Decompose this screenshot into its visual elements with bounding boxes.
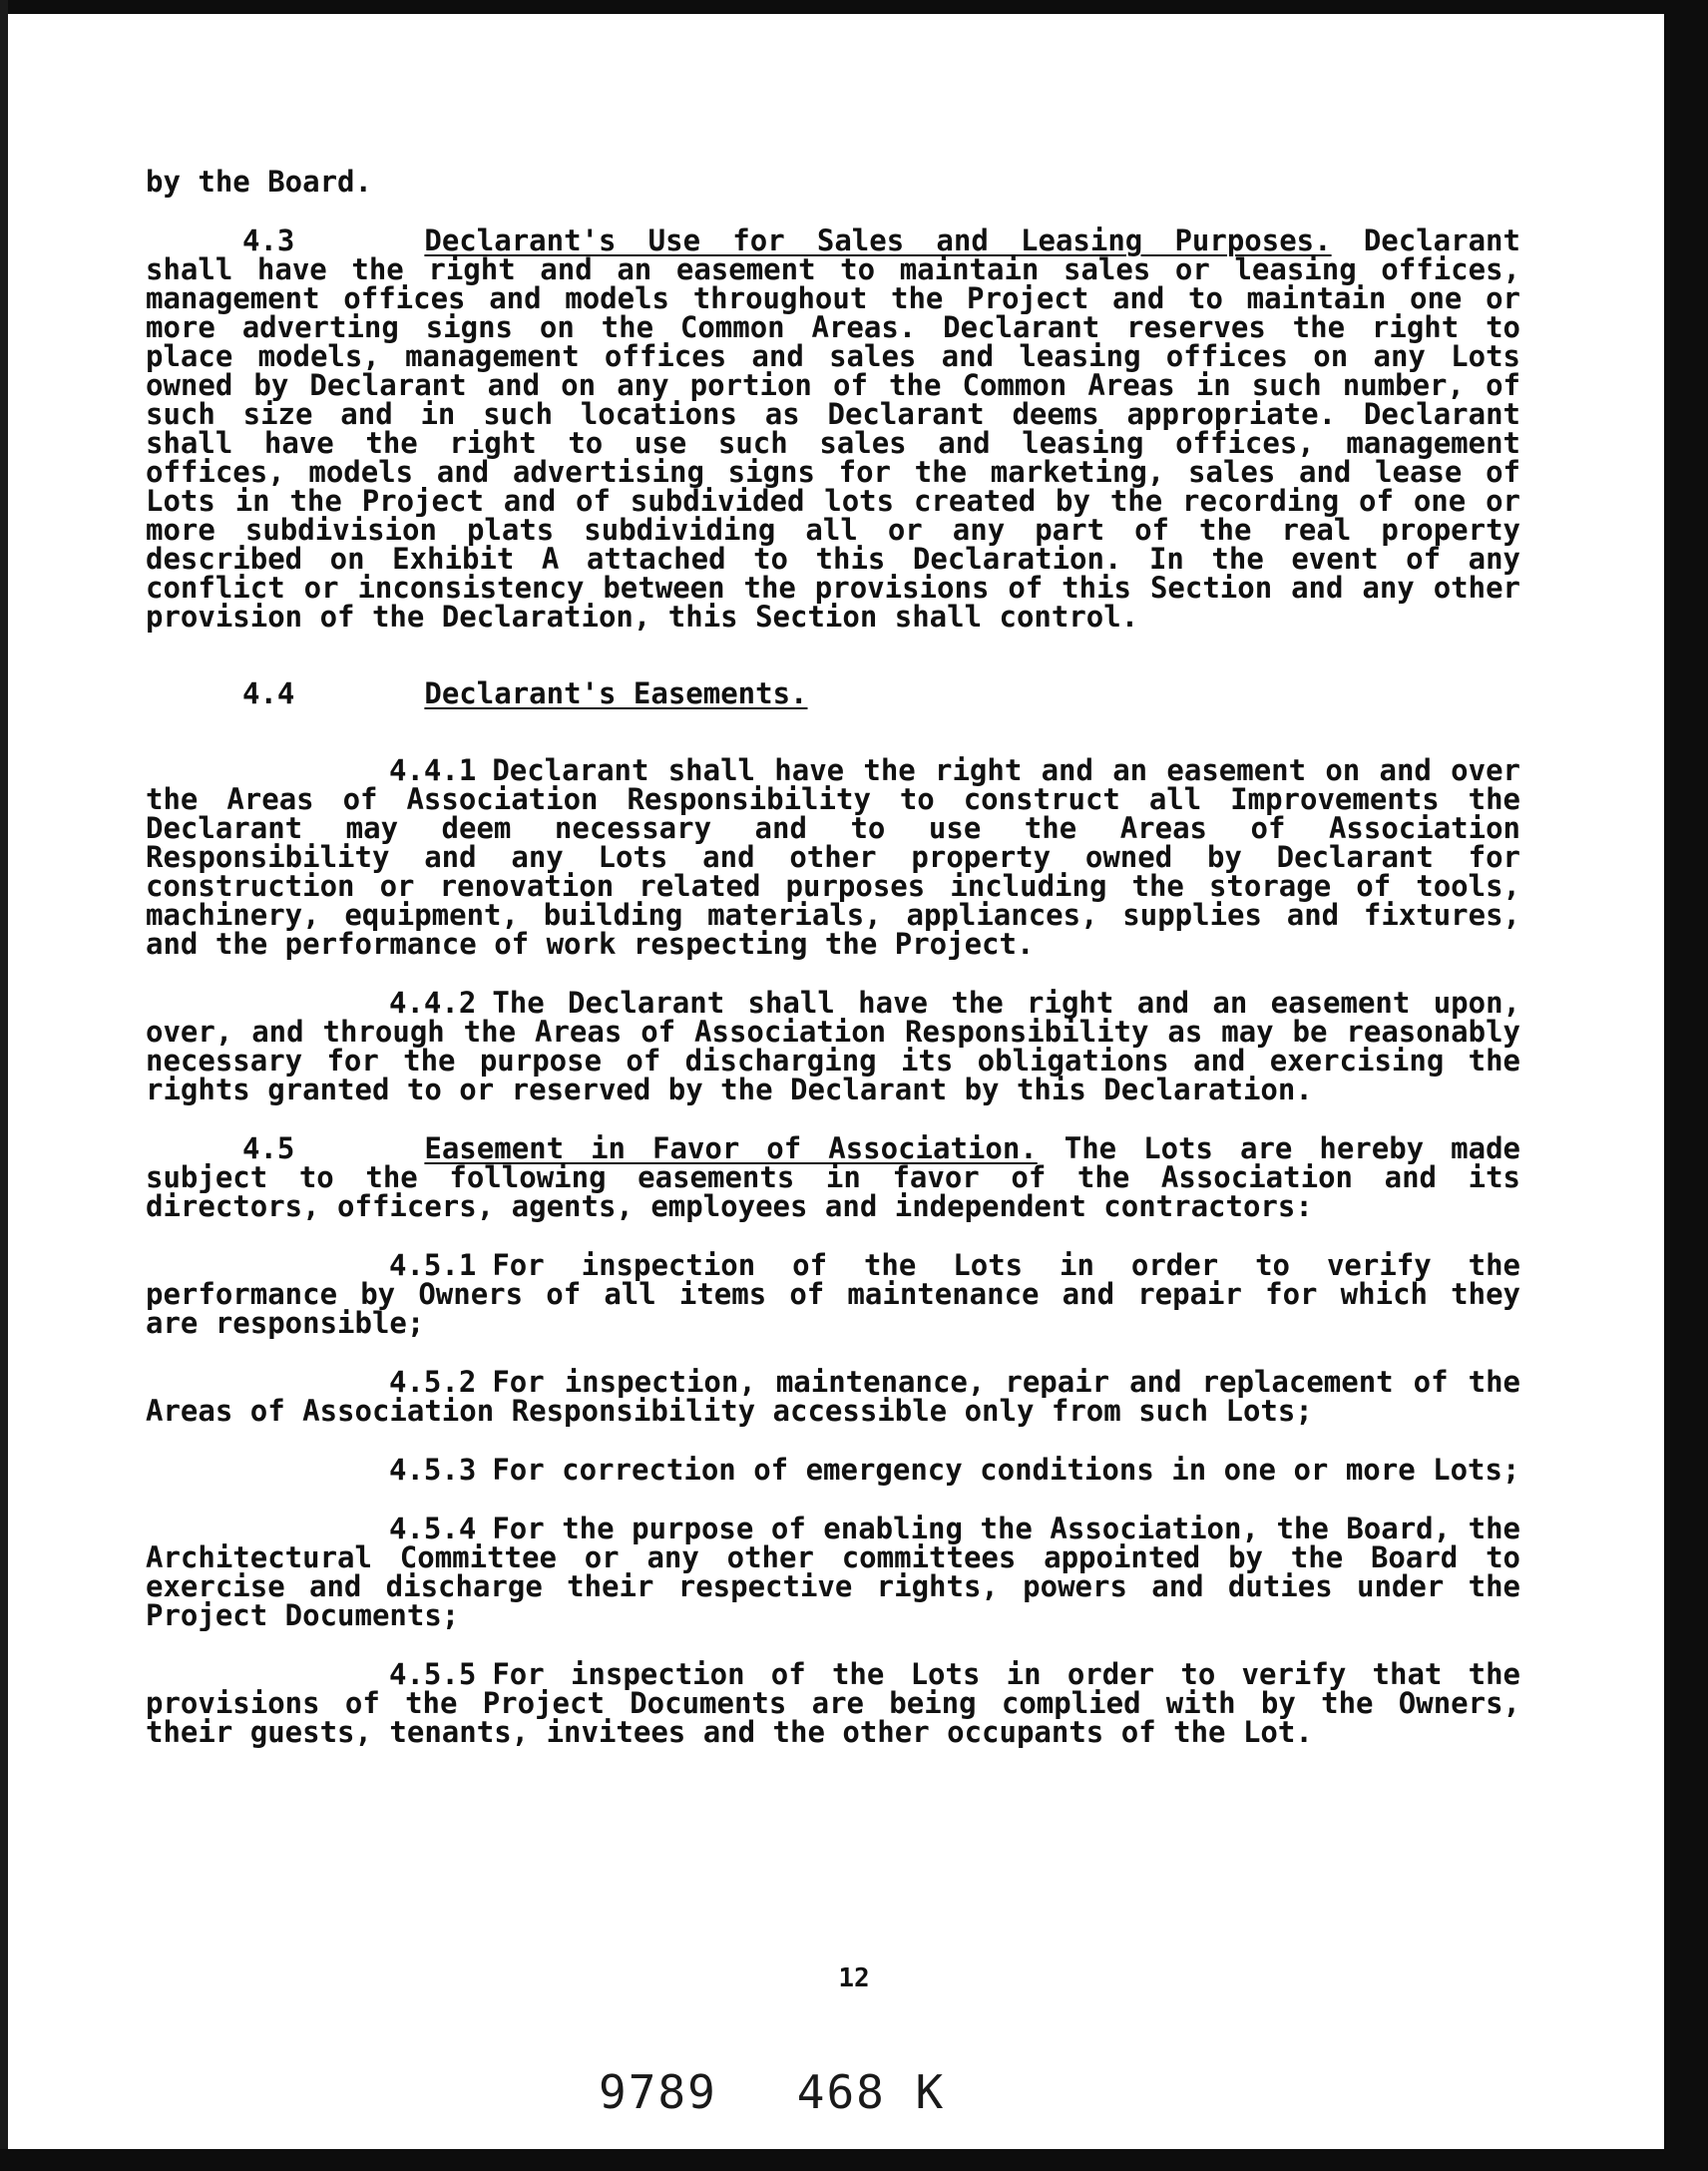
section-number: 4.3	[242, 223, 295, 257]
subsection-body: For inspection of the Lots in order to verify that the provisions of the Project Documents are being complied with by the Owners, their guests, tenants, invitees and the other occupants of the Lot.	[146, 1657, 1520, 1749]
page-number: 12	[838, 1963, 870, 1993]
subsection-4-4-2	[146, 986, 1520, 1106]
subsection-4-4-1	[146, 753, 1520, 961]
subsection-number: 4.5.2	[389, 1365, 477, 1399]
subsection-4-5-3	[146, 1453, 1520, 1487]
scan-border-bottom	[0, 2149, 1708, 2171]
section-4-5	[146, 1131, 1520, 1223]
subsection-body: For inspection, maintenance, repair and replacement of the Areas of Association Responsibility accessible only from such Lots;	[146, 1365, 1520, 1428]
subsection-number: 4.4.1	[389, 753, 477, 787]
subsection-number: 4.5.3	[389, 1453, 477, 1487]
subsection-4-5-2	[146, 1365, 1520, 1428]
subsection-4-5-5	[146, 1657, 1520, 1749]
subsection-4-5-1	[146, 1248, 1520, 1340]
stamp-left: 9789	[599, 2065, 717, 2119]
subsection-body: For the purpose of enabling the Association, the Board, the Architectural Committee or any other committees appointed by the Board to exercise and discharge their respective rights, powers and duties under the Project Documents;	[146, 1512, 1520, 1632]
section-number: 4.5	[242, 1131, 295, 1165]
section-body: Declarant shall have the right and an easement to maintain sales or leasing offices, management offices and models throughout the Project and to maintain one or more adverting signs on the Common Areas. Declarant reserves the right to place models, management offices and sales and leasing offices on any Lots owned by Declarant and on any portion of the Common Areas in such number, of such size and in such locations as Declarant deems appropriate. Declarant shall have the right to use such sales and leasing offices, management offices, models and advertising signs for the marketing, sales and lease of Lots in the Project and of subdivided lots created by the recording of one or more subdivision plats subdividing all or any part of the real property described on Exhibit A attached to this Declaration. In the event of any conflict or inconsistency between the provisions of this Section and any other provision of the Declaration, this Section shall control.	[146, 223, 1520, 634]
stamp-right: 468 K	[796, 2065, 946, 2119]
section-4-3	[146, 223, 1520, 634]
subsection-number: 4.4.2	[389, 986, 477, 1020]
handwritten-stamp	[599, 2065, 945, 2119]
subsection-body: Declarant shall have the right and an easement on and over the Areas of Association Responsibility to construct all Improvements the Declarant may deem necessary and to use the Areas of Association Responsibility and any Lots and other property owned by Declarant for construction or renovation related purposes including the storage of tools, machinery, equipment, building materials, appliances, supplies and fixtures, and the performance of work respecting the Project.	[146, 753, 1520, 961]
scan-border-left	[0, 0, 8, 2171]
section-heading: Declarant's Use for Sales and Leasing Purposes.	[424, 223, 1332, 257]
scan-border-top	[0, 0, 1708, 14]
subsection-number: 4.5.4	[389, 1512, 477, 1545]
continuation-text: by the Board.	[146, 165, 372, 199]
section-heading: Easement in Favor of Association.	[424, 1131, 1038, 1165]
document-body	[146, 165, 1520, 1749]
section-4-4-heading	[146, 676, 1520, 710]
section-body: The Lots are hereby made subject to the following easements in favor of the Association and its directors, officers, agents, employees and independent contractors:	[146, 1131, 1520, 1223]
subsection-number: 4.5.1	[389, 1248, 477, 1282]
subsection-body: For correction of emergency conditions in one or more Lots;	[492, 1453, 1520, 1487]
section-heading: Declarant's Easements.	[424, 676, 808, 710]
subsection-number: 4.5.5	[389, 1657, 477, 1691]
subsection-4-5-4	[146, 1512, 1520, 1632]
section-number: 4.4	[242, 676, 295, 710]
scan-border-right	[1664, 0, 1708, 2171]
subsection-body: For inspection of the Lots in order to verify the performance by Owners of all items of maintenance and repair for which they are responsible;	[146, 1248, 1520, 1340]
subsection-body: The Declarant shall have the right and an easement upon, over, and through the Areas of Association Responsibility as may be reasonably necessary for the purpose of discharging its obligations and exercising the rights granted to or reserved by the Declarant by this Declaration.	[146, 986, 1520, 1106]
